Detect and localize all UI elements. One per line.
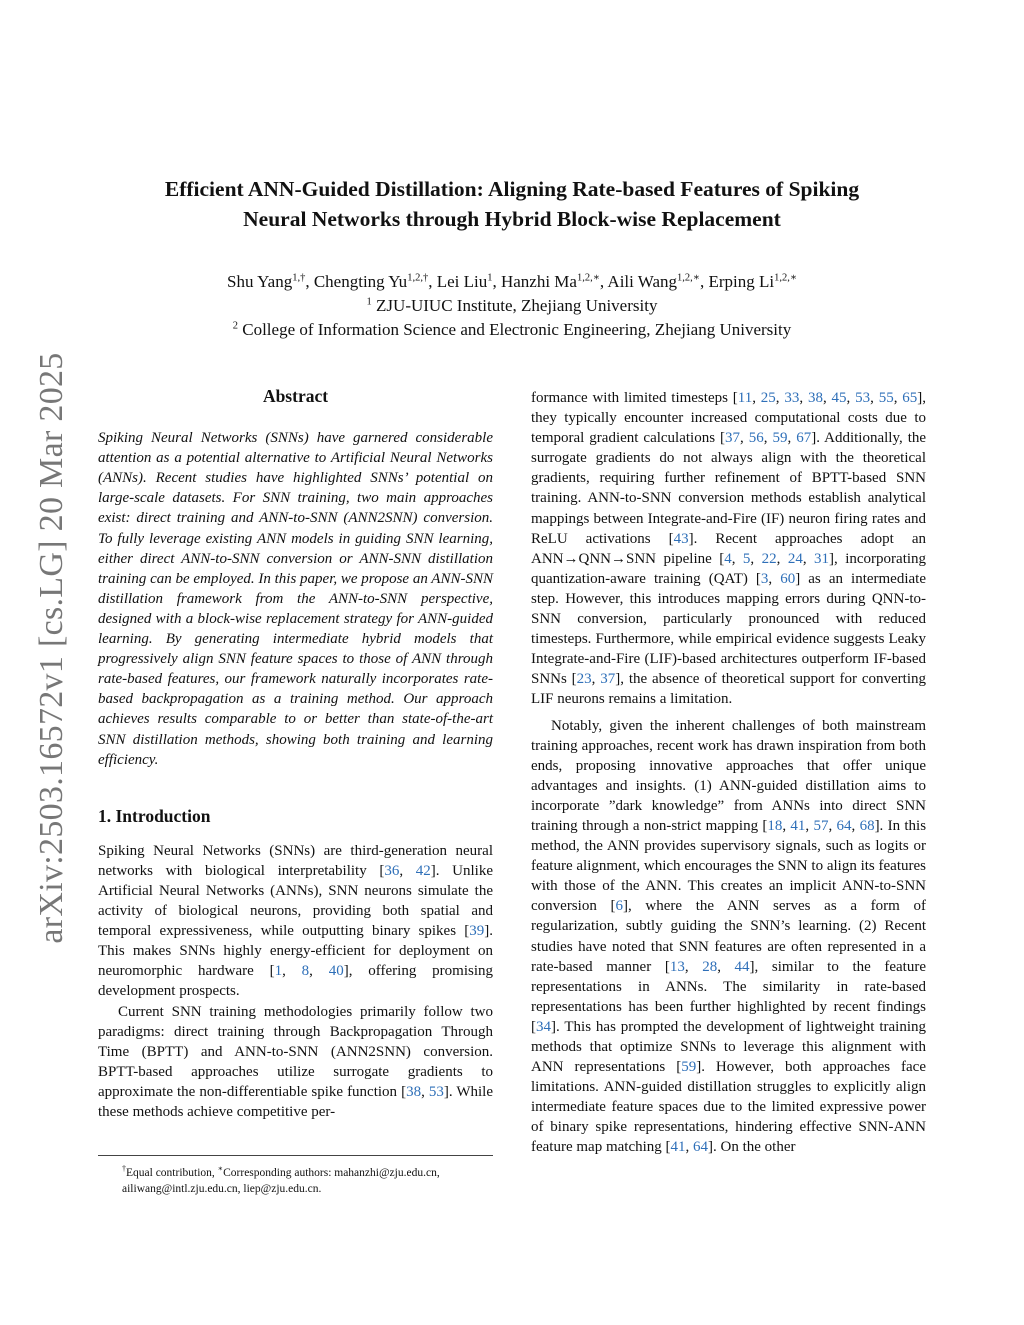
citation-link[interactable]: 64	[693, 1139, 709, 1156]
citation-link[interactable]: 4	[724, 550, 732, 567]
paragraph-text: formance with limited timesteps [	[531, 390, 738, 406]
citation-link[interactable]: 64	[836, 817, 852, 834]
paragraph-text: ], similar to the feature representations in ANNs. The similarity in rate-based representations has been further highlighted by recent findings [	[531, 958, 927, 1035]
citation-link[interactable]: 45	[831, 390, 847, 406]
paragraph-text: ,	[731, 550, 743, 567]
author-mark: 1,2,∗	[576, 272, 600, 284]
author-mark: 1,†	[292, 272, 306, 284]
footnote-text	[98, 1161, 493, 1198]
footnote-corresponding: Corresponding authors: mahanzhi@zju.edu.cn, ailiwang@intl.zju.edu.cn, liep@zju.edu.cn.	[122, 1166, 440, 1196]
citation-link[interactable]: 11	[737, 390, 753, 406]
citation-link[interactable]: 18	[767, 817, 783, 834]
author-name: Shu Yang	[227, 272, 293, 291]
footnote	[98, 1155, 493, 1198]
paragraph-text: ], the absence of theoretical support for converting LIF neurons remains a limitation.	[531, 671, 927, 708]
paragraph-text: ]. Unlike Artificial Neural Networks (ANNs), SNN neurons simulate the activity of biological neurons, providing both spatial and temporal expressiveness, while outputting binary spikes [	[98, 862, 493, 940]
affiliation-text: College of Information Science and Electronic Engineering, Zhejiang University	[242, 320, 792, 339]
paragraph-text: ,	[870, 390, 879, 406]
abstract-heading: Abstract	[262, 386, 329, 406]
footnote-dagger-mark: †	[122, 1164, 126, 1173]
citation-link[interactable]: 53	[855, 390, 871, 406]
citation-link[interactable]: 68	[859, 817, 875, 834]
citation-link[interactable]: 43	[673, 530, 689, 547]
author-name: Erping Li	[708, 272, 775, 291]
paragraph-text: ] as an intermediate step. However, this introduces mapping errors during QNN-to-SNN conversion, particularly pronounced with reduced timesteps. Furthermore, while empirical evidence suggests Leaky Integrate-and-Fire (LIF)-based architectures outperform IF-based SNNs [	[531, 570, 926, 688]
paragraph-text: ]. This makes SNNs highly energy-efficient for deployment on neuromorphic hardware [	[98, 923, 493, 980]
citation-link[interactable]: 57	[813, 817, 829, 834]
citation-link[interactable]: 13	[669, 958, 685, 975]
paragraph	[98, 841, 493, 1002]
affiliation-1	[100, 294, 924, 318]
affiliation-text: ZJU-UIUC Institute, Zhejiang University	[376, 296, 658, 315]
author-name: Hanzhi Ma	[500, 272, 577, 291]
citation-link[interactable]: 28	[702, 958, 718, 975]
citation-link[interactable]: 42	[415, 862, 431, 879]
paragraph-text: ]. However, both approaches face limitations. ANN-guided distillation struggles to explicitly align intermediate feature spaces due to the limited expressive power of binary spike representations, hindering effective SNN-ANN feature map matching [	[531, 1059, 926, 1156]
affiliation-mark: 1	[366, 296, 372, 308]
citation-link[interactable]: 41	[790, 817, 806, 834]
citation-link[interactable]: 1	[274, 963, 283, 980]
author-mark: 1	[487, 272, 493, 284]
paragraph-text: ]. On the other	[708, 1139, 796, 1156]
paragraph-text: ,	[763, 430, 773, 447]
paragraph-text: ], they typically encounter increased computational costs due to temporal gradient calculations [	[531, 390, 927, 447]
paragraph-text: ,	[799, 390, 808, 406]
paragraph-text: Spiking Neural Networks (SNNs) are third-generation neural networks with biological interpretability [	[98, 842, 493, 879]
citation-link[interactable]: 34	[536, 1018, 551, 1035]
paragraph-text: ], where the ANN serves as a form of regularization, subtly guiding the SNN’s learning. (2) Recent studies have noted that SNN features are often represented in a rate-based manner [	[531, 898, 926, 975]
citation-link[interactable]: 38	[807, 390, 823, 406]
author-mark: 1,2,∗	[677, 272, 700, 284]
paragraph-text: ,	[282, 963, 302, 980]
paragraph-text: ,	[684, 958, 703, 975]
paragraph-text: ,	[717, 958, 735, 975]
citation-link[interactable]: 53	[428, 1083, 444, 1100]
paragraph-text: Notably, given the inherent challenges of both mainstream training approaches, recent work has drawn inspiration from both ends, proposing innovative approaches that offer unique advantages and insights. (1) ANN-guided distillation aims to incorporate ”dark knowledge” from ANNs into direct SNN training through a non-strict mapping [	[531, 717, 926, 834]
abstract-body: Spiking Neural Networks (SNNs) have garnered considerable attention as a potential alternative to Artificial Neural Networks (ANNs). Recent studies have highlighted SNNs’ potential on large-scale datasets. For SNN training, two main approaches exist: direct training and ANN-to-SNN (ANN2SNN) conversion. To fully leverage existing ANN models in guiding SNN learning, either direct ANN-to-SNN conversion or ANN-SNN distillation training can be employed. In this paper, we propose an ANN-SNN distillation framework from the ANN-to-SNN perspective, designed with a block-wise replacement strategy for ANN-guided learning. By generating intermediate hybrid models that progressively align SNN feature spaces to those of ANN through rate-based features, our framework naturally incorporates rate-based backpropagation as a training method. Our approach achieves results comparable to or better than state-of-the-art SNN distillation methods, showing both training and learning efficiency.	[98, 430, 493, 768]
footnote-star-mark: ∗	[217, 1164, 224, 1173]
paragraph-text: ], offering promising development prospects.	[98, 963, 493, 1000]
title-line-2: Neural Networks through Hybrid Block-wise Replacement	[243, 207, 781, 231]
citation-link[interactable]: 40	[328, 963, 344, 980]
paragraph-text: ]. Additionally, the surrogate gradients do not always align with the theoretical gradients, requiring further refinement of BPTT-based SNN training. ANN-to-SNN conversion methods establish analytical mappings between Integrate-and-Fire (IF) neuron firing rates and ReLU activations [	[531, 430, 927, 547]
paragraph	[531, 716, 926, 1158]
citation-link[interactable]: 25	[760, 390, 776, 406]
paragraph-text: ,	[851, 817, 860, 834]
citation-link[interactable]: 67	[796, 430, 812, 447]
arxiv-stamp: arXiv:2503.16572v1 [cs.LG] 20 Mar 2025	[33, 352, 70, 944]
paragraph-text: ,	[752, 390, 761, 406]
citation-link[interactable]: 59	[681, 1059, 697, 1076]
paragraph-text: ]. This has prompted the development of lightweight training methods that optimize SNNs to leverage this alignment with ANN representations [	[531, 1018, 926, 1076]
introduction-heading: 1. Introduction	[98, 805, 211, 826]
citation-link[interactable]: 39	[469, 923, 485, 940]
footnote-equal: Equal contribution,	[126, 1166, 218, 1179]
citation-link[interactable]: 23	[576, 671, 592, 688]
affiliation-2	[100, 318, 924, 342]
citation-link[interactable]: 37	[725, 430, 741, 447]
title-line-1: Efficient ANN-Guided Distillation: Aligning Rate-based Features of Spiking	[164, 177, 860, 201]
author-mark: 1,2,∗	[774, 272, 797, 284]
citation-link[interactable]: 41	[670, 1139, 686, 1156]
paragraph-text: ,	[775, 390, 785, 406]
paragraph	[531, 388, 926, 710]
citation-link[interactable]: 24	[787, 550, 803, 567]
paragraph-text: ,	[740, 430, 749, 447]
paragraph-text: ,	[846, 390, 856, 406]
citation-link[interactable]: 31	[814, 550, 830, 567]
citation-link[interactable]: 44	[734, 958, 750, 975]
citation-link[interactable]: 6	[615, 898, 623, 915]
paragraph-text: ,	[787, 430, 797, 447]
affiliation-mark: 2	[232, 320, 238, 332]
paragraph-text: ]. While these methods achieve competitive per-	[98, 1083, 494, 1120]
paragraph-text: Current SNN training methodologies primarily follow two paradigms: direct training through Backpropagation Through Time (BPTT) and ANN-to-SNN (ANN2SNN) conversion. BPTT-based approaches utilize surrogate gradients to approximate the non-differentiable spike function [	[98, 1003, 493, 1100]
paragraph-text: ,	[399, 862, 416, 879]
right-column-body	[531, 388, 926, 1158]
citation-link[interactable]: 55	[878, 390, 894, 406]
author-mark: 1,2,†	[407, 272, 429, 284]
paragraph-text: ,	[828, 817, 837, 834]
paragraph-text: ,	[776, 550, 788, 567]
citation-link[interactable]: 59	[772, 430, 788, 447]
author-list: Shu Yang$^{1,\dagger}$, Chengting $Yu^{1,2,\dagger}$, Lei Liu$^1$, Hanzhi $Ma^{1,2,∗}$, Aili Wang$^{1,2,∗}$, Erping $Li^{1,2,∗}$	[227, 272, 797, 291]
paragraph-text: ]. Recent approaches adopt an ANN→QNN→SNN pipeline [	[531, 530, 926, 567]
paragraph-text: ,	[750, 550, 762, 567]
paragraph-text: ,	[802, 550, 815, 567]
paragraph-text: ], incorporating quantization-aware training (QAT) [	[531, 550, 927, 587]
paper-title	[100, 174, 924, 234]
citation-link[interactable]: 36	[384, 862, 400, 879]
paragraph	[98, 1002, 493, 1123]
paragraph-text: ,	[309, 963, 329, 980]
citation-link[interactable]: 56	[748, 430, 764, 447]
paragraph-text: ,	[768, 570, 781, 587]
paragraph-text: ,	[893, 390, 903, 406]
left-column	[98, 386, 493, 1122]
citation-link[interactable]: 33	[784, 390, 800, 406]
author-name: Lei Liu	[436, 272, 488, 291]
paragraph-text: ,	[805, 817, 814, 834]
citation-link[interactable]: 37	[600, 671, 616, 688]
citation-link[interactable]: 38	[406, 1083, 422, 1100]
introduction-body	[98, 841, 493, 1122]
paragraph-text: ,	[782, 817, 791, 834]
author-name: Aili Wang	[607, 272, 678, 291]
citation-link[interactable]: 5	[742, 550, 751, 567]
citation-link[interactable]: 3	[760, 570, 769, 587]
paragraph-text: ]. In this method, the ANN provides supervisory signals, such as logits or feature alignment, which encourages the SNN to align its features with those of the ANN. This creates an implicit ANN-to-SNN conversion [	[531, 817, 927, 915]
paragraph-text: ,	[822, 390, 832, 406]
citation-link[interactable]: 65	[902, 390, 918, 406]
citation-link[interactable]: 60	[780, 570, 796, 587]
author-name: Chengting Yu	[313, 272, 408, 291]
paragraph-text: ,	[421, 1083, 429, 1100]
paragraph-text: ,	[685, 1139, 694, 1156]
citation-link[interactable]: 8	[301, 963, 310, 980]
paragraph-text: ,	[591, 671, 601, 688]
author-block	[100, 270, 924, 342]
right-column	[531, 388, 926, 1158]
citation-link[interactable]: 22	[761, 550, 777, 567]
